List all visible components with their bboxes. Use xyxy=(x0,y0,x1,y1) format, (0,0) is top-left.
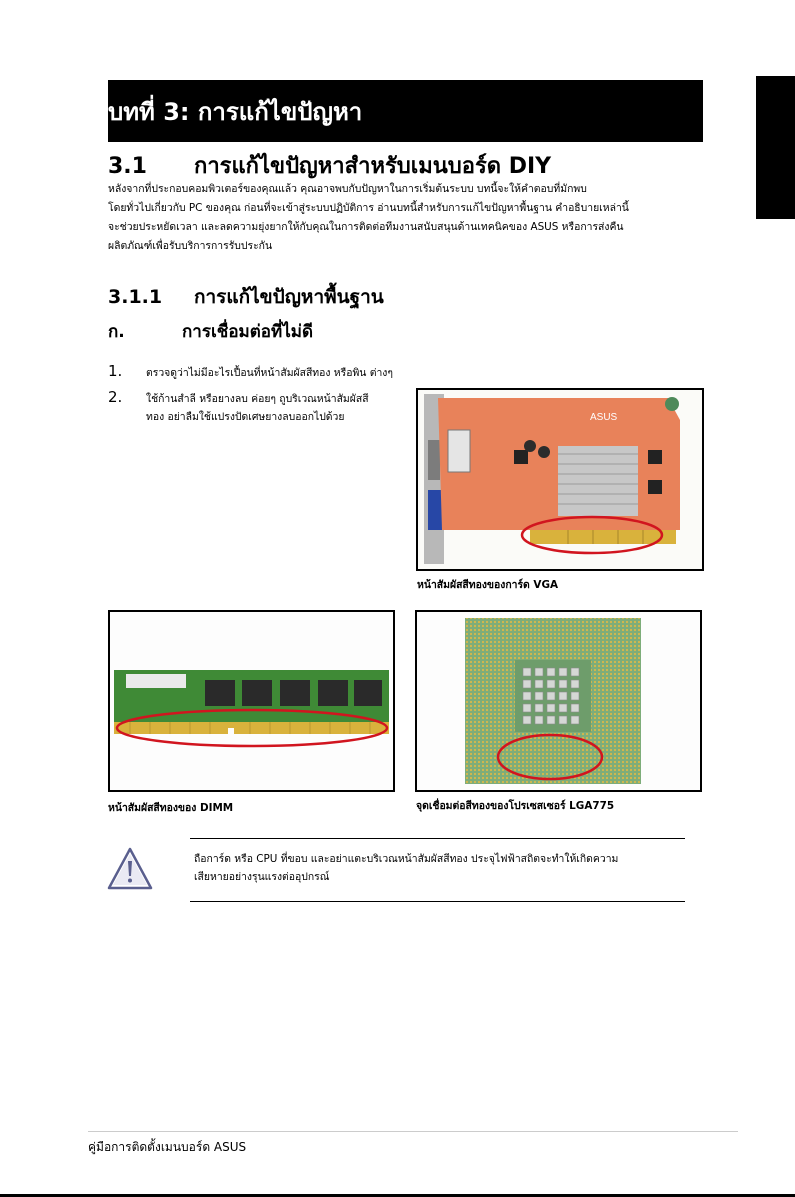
vga-card-figure xyxy=(416,388,704,571)
subsubsection-title: การเชื่อมต่อที่ไม่ดี xyxy=(182,322,313,342)
chapter-title: บทที่ 3: การแก้ไขปัญหา xyxy=(108,97,363,126)
vga-card-illustration xyxy=(418,390,702,569)
subsubsection-heading xyxy=(108,318,313,345)
note-top-rule xyxy=(190,838,685,839)
intro-line: หลังจากที่ประกอบคอมพิวเตอร์ของคุณแล้ว คุณอาจพบกับปัญหาในการเริ่มต้นระบบ บทนี้จะให้คำตอบที่มักพบ xyxy=(108,183,587,195)
chapter-title-bar xyxy=(108,80,703,142)
dimm-caption: หน้าสัมผัสสีทองของ DIMM xyxy=(108,802,234,814)
intro-line: จะช่วยประหยัดเวลา และลดความยุ่งยากให้กับคุณในการติดต่อทีมงานสนับสนุนด้านเทคนิคของ ASUS หรือการส่งคืน xyxy=(108,221,624,233)
step-number: 2. xyxy=(108,388,123,406)
subsubsection-number: ก. xyxy=(108,322,125,342)
cpu-figure xyxy=(415,610,702,792)
intro-paragraph xyxy=(108,180,698,256)
footer-rule xyxy=(88,1131,738,1132)
cpu-caption: จุดเชื่อมต่อสีทองของโปรเซสเซอร์ LGA775 xyxy=(416,800,615,812)
dimm-figure xyxy=(108,610,395,792)
step-2 xyxy=(108,390,369,426)
cpu-illustration xyxy=(417,612,700,790)
step-number: 1. xyxy=(108,362,123,380)
subsection-heading xyxy=(108,282,384,312)
section-heading xyxy=(108,148,551,183)
step-text: ใช้ก้านสำลี หรือยางลบ ค่อยๆ ถูบริเวณหน้าสัมผัสสี xyxy=(146,393,369,405)
subsection-title: การแก้ไขปัญหาพื้นฐาน xyxy=(194,286,384,308)
step-text: ตรวจดูว่าไม่มีอะไรเปื้อนที่หน้าสัมผัสสีทอง หรือพิน ต่างๆ xyxy=(146,367,393,379)
vga-brand-label: ASUS xyxy=(590,412,618,423)
side-tab-marker xyxy=(756,76,795,219)
note-text xyxy=(194,850,684,886)
step-1 xyxy=(108,364,393,382)
step-text: ทอง อย่าลืมใช้แปรงปัดเศษยางลบออกไปด้วย xyxy=(146,411,345,423)
warning-icon xyxy=(106,846,154,896)
footer-text: คู่มือการติดตั้งเมนบอร์ด ASUS xyxy=(88,1140,247,1154)
intro-line: ผลิตภัณฑ์เพื่อรับบริการการรับประกัน xyxy=(108,240,273,252)
note-bottom-rule xyxy=(190,901,685,902)
vga-caption: หน้าสัมผัสสีทองของการ์ด VGA xyxy=(417,579,559,591)
note-line: เสียหายอย่างรุนแรงต่ออุปกรณ์ xyxy=(194,871,330,883)
section-title: การแก้ไขปัญหาสำหรับเมนบอร์ด DIY xyxy=(194,154,552,179)
intro-line: โดยทั่วไปเกี่ยวกับ PC ของคุณ ก่อนที่จะเข้าสู่ระบบปฏิบัติการ อ่านบทนี้สำหรับการแก้ไขปัญหาพื้นฐาน คำอธิบายเหล่านี้ xyxy=(108,202,629,214)
note-line: ถือการ์ด หรือ CPU ที่ขอบ และอย่าแตะบริเวณหน้าสัมผัสสีทอง ประจุไฟฟ้าสถิตจะทำให้เกิดความ xyxy=(194,853,619,865)
section-number: 3.1 xyxy=(108,154,147,179)
subsection-number: 3.1.1 xyxy=(108,286,163,308)
dimm-illustration xyxy=(110,612,393,790)
